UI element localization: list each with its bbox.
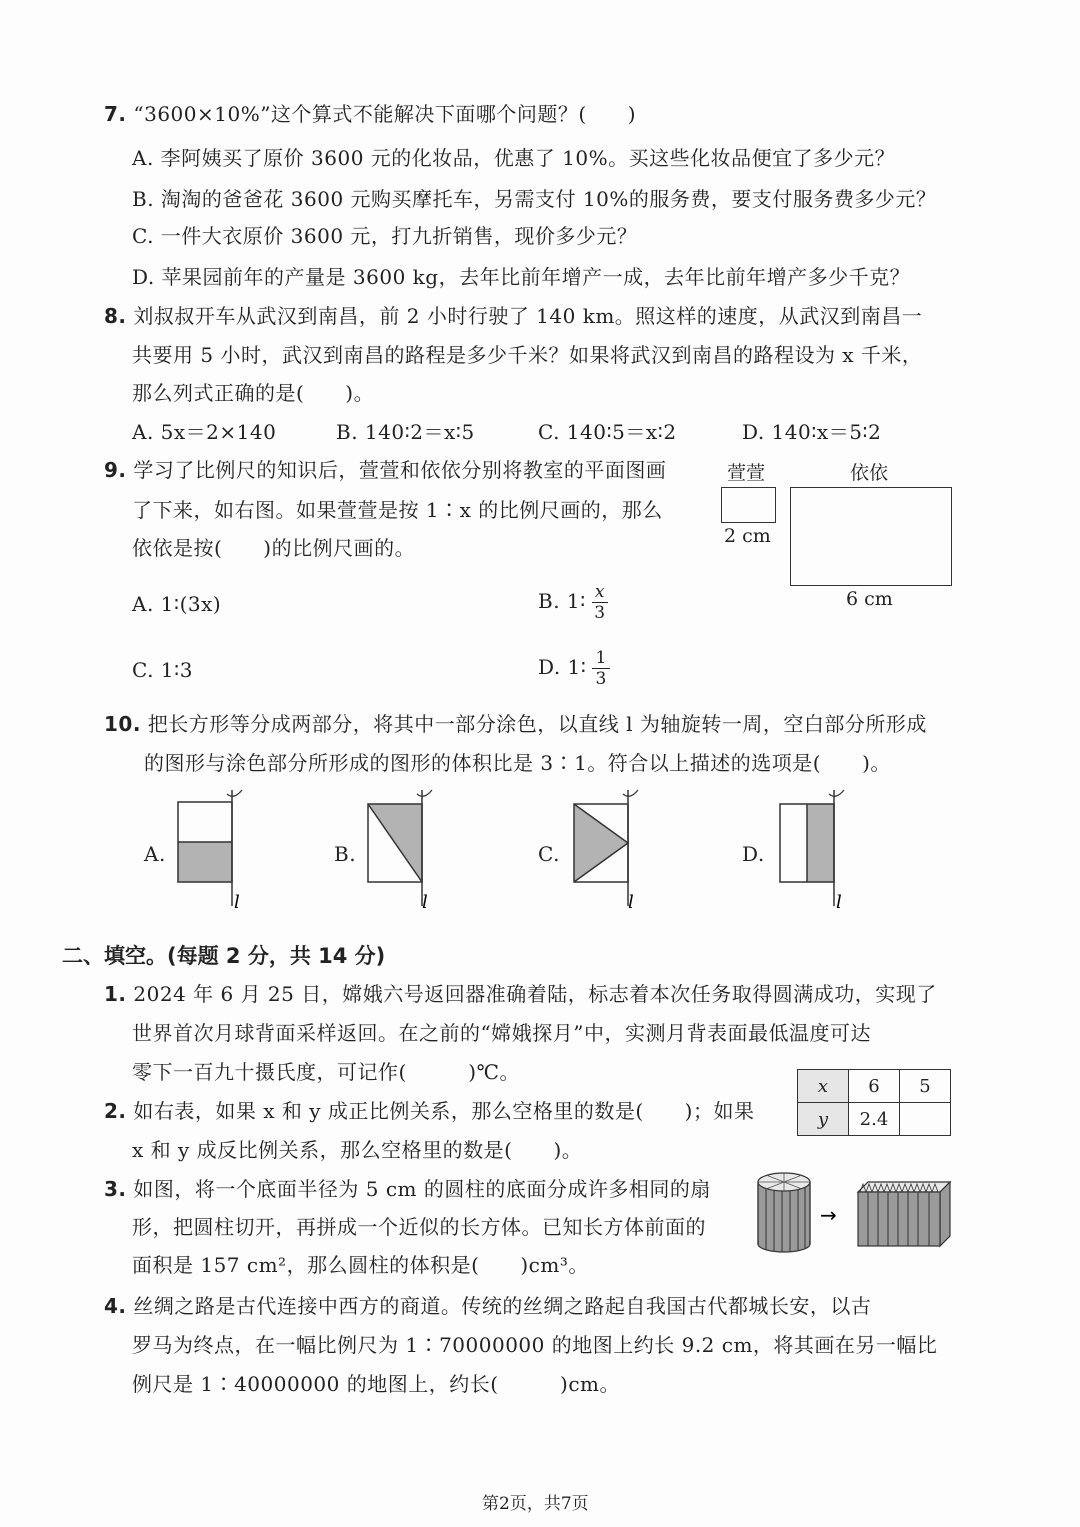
- option-a: A. 5x＝2×140: [132, 420, 277, 444]
- xy-table: [797, 1069, 951, 1136]
- fraction-denominator: 3: [594, 603, 606, 623]
- option-c: C. 140∶5＝x∶2: [538, 420, 677, 444]
- question-number: 9.: [104, 458, 127, 482]
- axis-label: l: [422, 892, 428, 913]
- option-c: C. 1∶3: [132, 658, 193, 682]
- fill-2-line-1: [104, 1097, 755, 1125]
- figure-d-label: D.: [742, 842, 765, 866]
- table-cell: 2.4: [849, 1103, 900, 1136]
- small-rectangle-dimension: 2 cm: [724, 525, 771, 547]
- small-rectangle: [721, 487, 776, 523]
- figure-c: [566, 786, 656, 916]
- option-d: D. 140∶x＝5∶2: [742, 420, 882, 444]
- option-d: D. 苹果园前年的产量是 3600 kg，去年比前年增产一成，去年比前年增产多少千克？: [132, 265, 911, 289]
- cuboid: [858, 1182, 950, 1246]
- figure-b: [360, 786, 450, 916]
- cylinder: [758, 1173, 810, 1252]
- table-header-x: x: [798, 1070, 849, 1103]
- table-cell: 5: [900, 1070, 951, 1103]
- fraction-numerator: x: [592, 582, 608, 603]
- cylinder-to-cuboid-figure: [754, 1170, 954, 1256]
- question-number: 2.: [104, 1099, 127, 1123]
- question-7-stem: [104, 100, 636, 128]
- rotation-arrow-icon: [623, 790, 638, 796]
- figure-b-label: B.: [334, 842, 357, 866]
- question-10-line-2: 的图形与涂色部分所形成的图形的体积比是 3∶1。符合以上描述的选项是( )。: [144, 751, 891, 775]
- shaded-half: [178, 842, 232, 882]
- table-cell-blank: [900, 1103, 951, 1136]
- question-8-line-2: 共要用 5 小时，武汉到南昌的路程是多少千米？如果将武汉到南昌的路程设为 x 千米，: [132, 343, 923, 367]
- question-8-line-1: [104, 302, 922, 330]
- question-text: 把长方形等分成两部分，将其中一部分涂色，以直线 l 为轴旋转一周，空白部分所形成: [147, 712, 927, 736]
- option-a: A. 1∶(3x): [132, 592, 222, 616]
- fraction-numerator: 1: [592, 648, 609, 669]
- question-text: “3600×10%”这个算式不能解决下面哪个问题？( ): [133, 102, 637, 126]
- option-c: C. 一件大衣原价 3600 元，打九折销售，现价多少元？: [132, 224, 638, 248]
- figure-label-xuanxuan: 萱萱: [727, 462, 766, 484]
- question-text: 如图，将一个底面半径为 5 cm 的圆柱的底面分成许多相同的扇: [133, 1177, 711, 1201]
- question-text: 如右表，如果 x 和 y 成正比例关系，那么空格里的数是( )；如果: [133, 1099, 755, 1123]
- question-9-line-2: 了下来，如右图。如果萱萱是按 1∶x 的比例尺画的，那么: [132, 498, 663, 522]
- question-8-line-3: 那么列式正确的是( )。: [132, 381, 375, 405]
- section-title: 二、填空。(每题 2 分，共 14 分): [62, 944, 386, 968]
- question-text: 学习了比例尺的知识后，萱萱和依依分别将教室的平面图画: [133, 458, 667, 482]
- fill-1-line-1: [104, 980, 937, 1008]
- question-number: 1.: [104, 982, 127, 1006]
- large-rectangle-dimension: 6 cm: [846, 588, 893, 610]
- fraction-1-over-3: [592, 648, 609, 689]
- option-b: B. 淘淘的爸爸花 3600 元购买摩托车，另需支付 10%的服务费，要支付服务费多少元？: [132, 187, 937, 211]
- figure-c-label: C.: [538, 842, 560, 866]
- figure-a-label: A.: [144, 842, 166, 866]
- large-rectangle: [790, 487, 952, 586]
- table-cell: 6: [849, 1070, 900, 1103]
- fill-1-line-3: 零下一百九十摄氏度，可记作( )℃。: [132, 1060, 520, 1084]
- rotation-arrow-icon: [829, 790, 844, 796]
- fill-4-line-3: 例尺是 1∶40000000 的地图上，约长( )cm。: [132, 1372, 621, 1396]
- figure-label-yiyi: 依依: [850, 462, 889, 484]
- option-d-prefix: D. 1∶: [538, 655, 587, 679]
- fill-1-line-2: 世界首次月球背面采样返回。在之前的“嫦娥探月”中，实测月背表面最低温度可达: [132, 1021, 871, 1045]
- question-9-line-3: 依依是按( )的比例尺画的。: [132, 536, 416, 560]
- fill-4-line-1: [104, 1292, 871, 1320]
- question-number: 7.: [104, 102, 127, 126]
- question-number: 8.: [104, 304, 127, 328]
- question-number: 3.: [104, 1177, 127, 1201]
- question-9-line-1: [104, 456, 666, 484]
- fill-2-line-2: x 和 y 成反比例关系，那么空格里的数是( )。: [132, 1138, 583, 1162]
- question-text: 刘叔叔开车从武汉到南昌，前 2 小时行驶了 140 km。照这样的速度，从武汉到南昌一: [133, 304, 923, 328]
- option-b-prefix: B. 1∶: [538, 589, 586, 613]
- question-10-line-1: [104, 710, 927, 738]
- question-text: 丝绸之路是古代连接中西方的商道。传统的丝绸之路起自我国古代都城长安，以古: [133, 1294, 872, 1318]
- fill-3-line-2: 形，把圆柱切开，再拼成一个近似的长方体。已知长方体前面的: [132, 1215, 706, 1239]
- rotation-arrow-icon: [417, 790, 432, 796]
- fraction-x-over-3: [592, 582, 608, 623]
- figure-d: [772, 786, 862, 916]
- fill-3-line-1: [104, 1175, 711, 1203]
- fraction-denominator: 3: [595, 669, 607, 689]
- option-a: A. 李阿姨买了原价 3600 元的化妆品，优惠了 10%。买这些化妆品便宜了多少元？: [132, 146, 896, 170]
- shaded-triangle: [574, 804, 628, 882]
- page-footer: 第2页，共7页: [482, 1494, 589, 1514]
- shaded-half: [807, 804, 834, 882]
- axis-label: l: [628, 892, 634, 913]
- table-header-y: y: [798, 1103, 849, 1136]
- axis-label: l: [836, 892, 842, 913]
- question-number: 4.: [104, 1294, 127, 1318]
- question-text: 2024 年 6 月 25 日，嫦娥六号返回器准确着陆，标志着本次任务取得圆满成功，实现了: [133, 982, 937, 1006]
- option-d: [538, 648, 610, 689]
- figure-a: [170, 786, 260, 916]
- question-number: 10.: [104, 712, 141, 736]
- arrow-icon: →: [820, 1203, 837, 1227]
- fill-3-line-3: 面积是 157 cm²，那么圆柱的体积是( )cm³。: [132, 1253, 589, 1277]
- option-b: [538, 582, 608, 623]
- rotation-arrow-icon: [227, 790, 242, 796]
- option-b: B. 140∶2＝x∶5: [336, 420, 475, 444]
- axis-label: l: [234, 892, 240, 913]
- fill-4-line-2: 罗马为终点，在一幅比例尺为 1∶70000000 的地图上约长 9.2 cm，将其画在另一幅比: [132, 1333, 938, 1357]
